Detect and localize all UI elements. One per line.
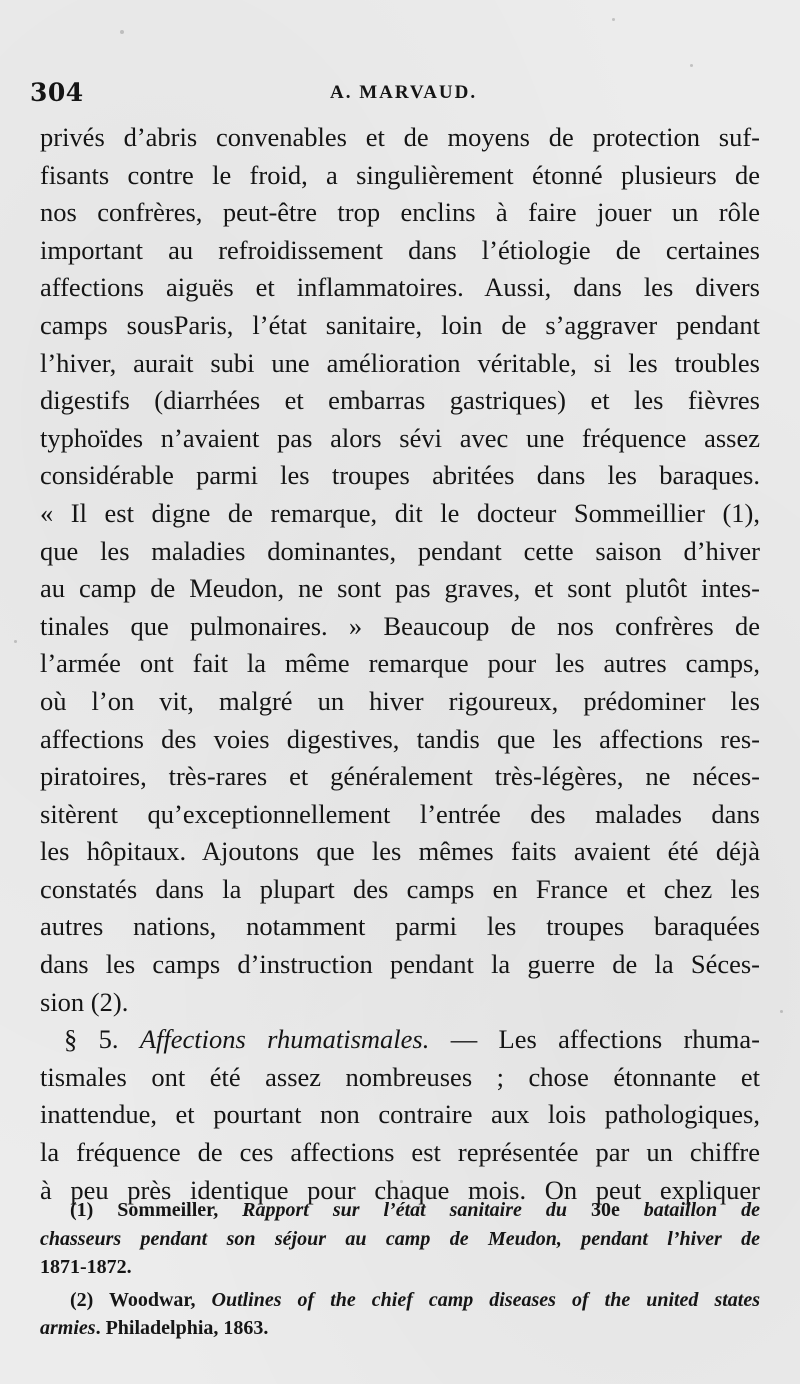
footnote-title: Rapport sur l’état sanitaire du xyxy=(242,1199,591,1221)
text-line: fisants contre le froid, a singulièrement étonné plusieurs de xyxy=(40,159,760,190)
text-line: que les maladies dominantes, pendant cette saison d’hiver xyxy=(40,535,760,566)
footnote-title: armies xyxy=(40,1317,96,1339)
text-line: constatés dans la plupart des camps en France et chez les xyxy=(40,873,760,904)
text-line: affections des voies digestives, tandis que les affections res- xyxy=(40,723,760,754)
footnote-2-line-1 xyxy=(40,1286,760,1315)
section-heading-line xyxy=(40,1021,760,1059)
text-line: l’hiver, aurait subi une amélioration véritable, si les troubles xyxy=(40,347,760,378)
section-first-line-rest: — Les affections rhuma- xyxy=(429,1024,760,1055)
text-line: piratoires, très-rares et généralement très-légères, ne néces- xyxy=(40,761,760,792)
text-line: sion (2). xyxy=(40,986,129,1017)
footnote-author: Sommeiller, xyxy=(93,1199,243,1221)
footnote-1-line-2: chasseurs pendant son séjour au camp de Meudon, pendant l’hiver de xyxy=(40,1227,760,1250)
text-line: camps sousParis, l’état sanitaire, loin de s’aggraver pendant xyxy=(40,309,760,340)
footnote-1-line-1 xyxy=(40,1196,760,1225)
text-line: l’armée ont fait la même remarque pour les autres camps, xyxy=(40,648,760,679)
text-line: affections aiguës et inflammatoires. Aussi, dans les divers xyxy=(40,272,760,303)
text-line: considérable parmi les troupes abritées dans les baraques. xyxy=(40,460,760,491)
footnote-number: 30e xyxy=(590,1199,620,1221)
print-speck xyxy=(120,30,124,34)
text-line: typhoïdes n’avaient pas alors sévi avec une fréquence assez xyxy=(40,422,760,453)
print-speck xyxy=(690,64,693,67)
text-line: inattendue, et pourtant non contraire aux lois pathologiques, xyxy=(40,1099,760,1130)
text-line: tinales que pulmonaires. » Beaucoup de nos confrères de xyxy=(40,610,760,641)
page-header xyxy=(30,78,760,114)
text-line: dans les camps d’instruction pendant la guerre de la Séces- xyxy=(40,949,760,980)
text-line: important au refroidissement dans l’étiologie de certaines xyxy=(40,234,760,265)
page-number: 304 xyxy=(30,78,84,107)
text-line: sitèrent qu’exceptionnellement l’entrée des malades dans xyxy=(40,798,760,829)
footnote-marker: (2) xyxy=(70,1288,94,1311)
print-speck xyxy=(14,640,17,643)
footnote-1-line-3: 1871-1872. xyxy=(40,1256,132,1278)
section-number: § 5. xyxy=(64,1024,119,1055)
text-line: privés d’abris convenables et de moyens de protection suf- xyxy=(40,122,760,152)
text-line: autres nations, notamment parmi les troupes baraquées xyxy=(40,911,760,942)
text-line: au camp de Meudon, ne sont pas graves, et sont plutôt intes- xyxy=(40,573,760,604)
footnotes xyxy=(40,1196,760,1343)
footnote-author: Woodwar, xyxy=(93,1288,212,1311)
text-line: « Il est digne de remarque, dit le docteur Sommeillier (1), xyxy=(40,497,760,528)
footnote-marker: (1) xyxy=(70,1199,94,1221)
text-line: à peu près identique pour chaque mois. On peut expliquer xyxy=(40,1174,760,1205)
text-line: digestifs (diarrhées et embarras gastriques) et les fièvres xyxy=(40,385,760,416)
print-speck xyxy=(400,1180,403,1183)
text-line: nos confrères, peut-être trop enclins à faire jouer un rôle xyxy=(40,197,760,228)
text-line: la fréquence de ces affections est représentée par un chiffre xyxy=(40,1137,760,1168)
footnote-publication: . Philadelphia, 1863. xyxy=(95,1317,269,1339)
section-title: Affections rhumatismales. xyxy=(139,1024,430,1055)
footnote-2-line-2 xyxy=(40,1314,760,1343)
text-line: où l’on vit, malgré un hiver rigoureux, prédominer les xyxy=(40,685,760,716)
text-line: tismales ont été assez nombreuses ; chose étonnante et xyxy=(40,1061,760,1092)
print-speck xyxy=(612,18,615,21)
print-speck xyxy=(780,1010,783,1013)
text-line: les hôpitaux. Ajoutons que les mêmes faits avaient été déjà xyxy=(40,836,760,867)
footnote-title: Outlines of the chief camp diseases of the united states xyxy=(211,1288,760,1311)
running-head: A. MARVAUD. xyxy=(330,82,478,103)
body-text xyxy=(40,119,760,1209)
footnote-title: bataillon de xyxy=(619,1199,760,1221)
